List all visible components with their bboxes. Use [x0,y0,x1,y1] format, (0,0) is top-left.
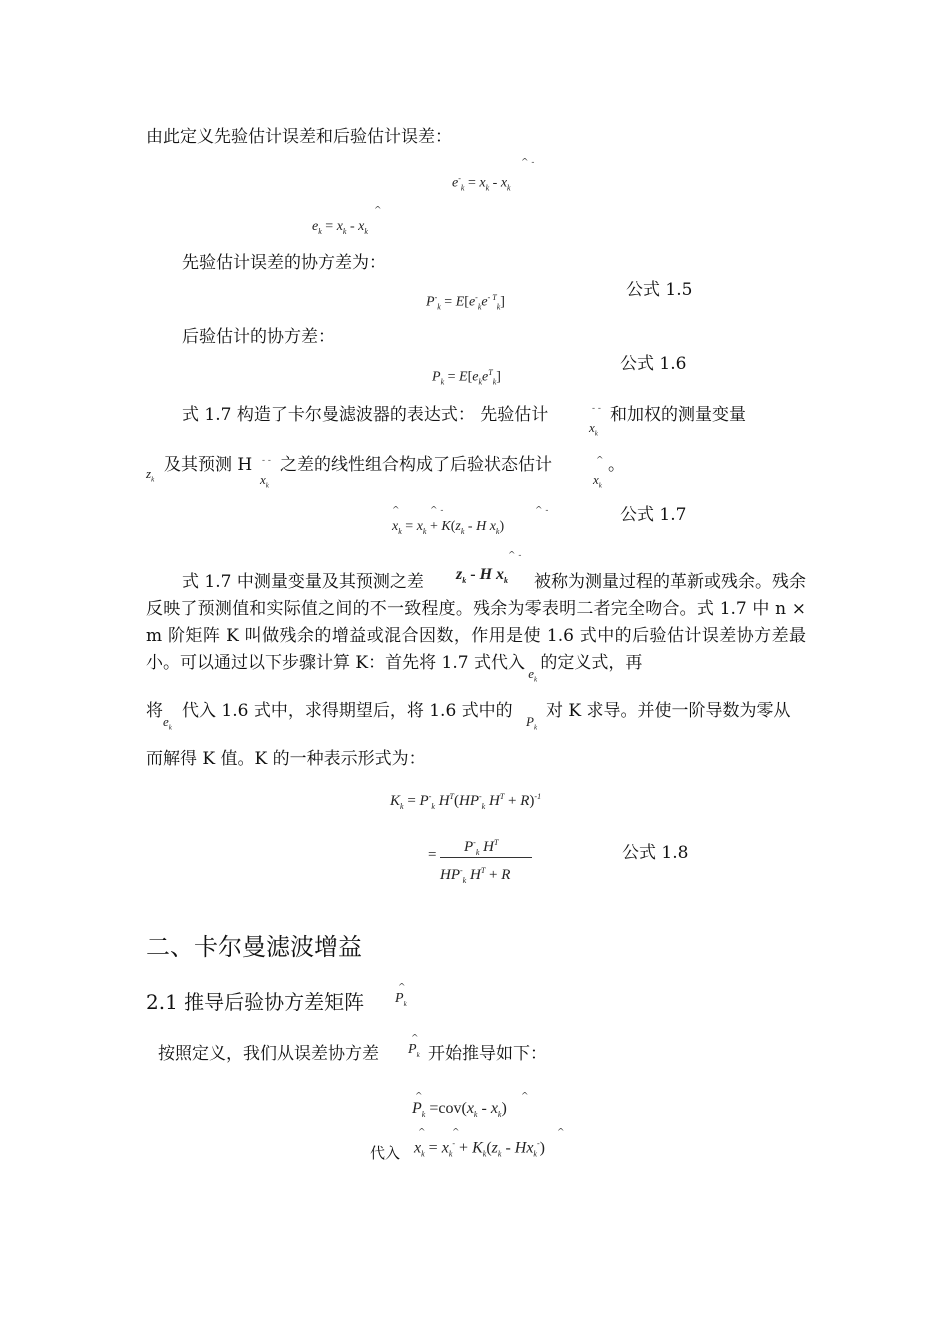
hat-mark: ^ [418,1128,426,1138]
hat-mark: ^ [557,1128,565,1138]
hat-mark: - - [592,404,601,414]
post-cov-label: 后验估计的协方差： [182,327,335,347]
para-eq17-part-a: 式 1.7 构造了卡尔曼滤波器的表达式： 先验估计 [182,405,549,425]
symbol-x-prior: $x_k$ [589,420,598,438]
subsection-title: 2.1 推导后验协方差矩阵 [146,990,365,1014]
symbol-p-hat: $P_k$ [408,1042,420,1059]
symbol-p-hat-heading: $P_k$ [395,991,407,1008]
para-eq17-part-c: 及其预测 H [164,455,253,475]
formula-x-update: $x_k = x_k^- + K_k(z_k - Hx_k^-)$ [414,1139,545,1159]
equals-sign: = [428,847,437,863]
symbol-p-k: $P_k$ [526,714,538,732]
formula-e-prior: $e^-_k = x_k - x_k$ [452,174,511,193]
para-k-part-4: 而解得 K 值。K 的一种表示形式为： [146,749,426,769]
hat-mark: ^ [398,983,406,993]
hat-mark: ^ [521,1092,529,1102]
hat-mark: ^ [392,506,400,516]
para-k-part-2: 代入 1.6 式中，求得期望后，将 1.6 式中的 [182,701,513,721]
hat-mark: ^ - [508,551,522,561]
equation-label-1-6: 公式 1.6 [620,354,687,374]
para-eq17-part-d: 之差的线性组合构成了后验状态估计 [280,455,552,475]
hat-mark: - - [262,456,271,466]
fraction-denominator: $HP^-_k$ $H^T + R$ [440,866,511,885]
formula-residual: $z_k$ - H $x_k$ [456,566,509,586]
hat-mark: ^ [411,1034,419,1044]
formula-k-gain: $K_k = P^-_k$ $H^T(HP^-_k$ $H^T + R)^{-1}$ [390,792,542,811]
para-k-part-3: 对 K 求导。并使一阶导数为零从 [546,701,791,721]
formula-x-post: $x_k = x_k + K(z_k - H$ $x_k$) [392,519,505,536]
para-eq17-part-b: 和加权的测量变量 [610,405,746,425]
formula-p-prior: $P^-_k = E[e^-_ke^{- T}_k]$ [426,293,505,312]
intro-text: 由此定义先验估计误差和后验估计误差： [146,127,452,147]
para-k-part-1: 将 [146,701,163,721]
section-title: 二、卡尔曼滤波增益 [146,933,362,961]
hat-mark: ^ - [521,158,535,168]
para-residual-body: 被称为测量过程的革新或残余。残余反映了预测值和实际值之间的不一致程度。残余为零表明二者完全吻合。式 1.7 中 n × m 阶矩阵 K 叫做残余的增益或混合因数，作用是使 1.6 式中的后验估计误差协方差最小。可以通过以下步骤计算 K：首先将 1.7 式代入 $_{e_k}$ 的定义式，再 [146,572,806,684]
para-eq17-part-e: 。 [608,455,625,475]
symbol-e-k: $e_k$ [163,714,172,732]
hat-mark: ^ [596,456,604,466]
fraction-numerator: $P^-_k$ $H^T$ [464,838,499,857]
hat-mark: ^ [374,206,382,216]
hat-mark: ^ [415,1092,423,1102]
para-residual-part-1: 式 1.7 中测量变量及其预测之差 [182,572,424,592]
formula-p-post: $P_k = E[e_ke^T_k]$ [432,368,501,387]
equation-label-1-7: 公式 1.7 [620,505,687,525]
formula-p-hat-cov: $P_k =cov(x_k - x_k)$ [412,1100,507,1120]
symbol-x-post: $x_k$ [593,472,602,490]
hat-mark: ^ - [535,506,549,516]
symbol-x-prior-2: $x_k$ [260,472,269,490]
fraction-bar [440,857,532,858]
formula-e-post: $e_k = x_k - x_k$ [312,219,368,236]
derive-part-2: 开始推导如下： [428,1044,547,1064]
symbol-z-k: $z_k$ [146,466,155,484]
hat-mark: ^ [452,1128,460,1138]
hat-mark: ^ - [430,506,444,516]
substitute-label: 代入 [370,1144,401,1162]
prior-cov-label: 先验估计误差的协方差为： [182,253,386,273]
equation-label-1-8: 公式 1.8 [622,843,689,863]
derive-part-1: 按照定义，我们从误差协方差 [158,1044,379,1064]
equation-label-1-5: 公式 1.5 [626,280,693,300]
